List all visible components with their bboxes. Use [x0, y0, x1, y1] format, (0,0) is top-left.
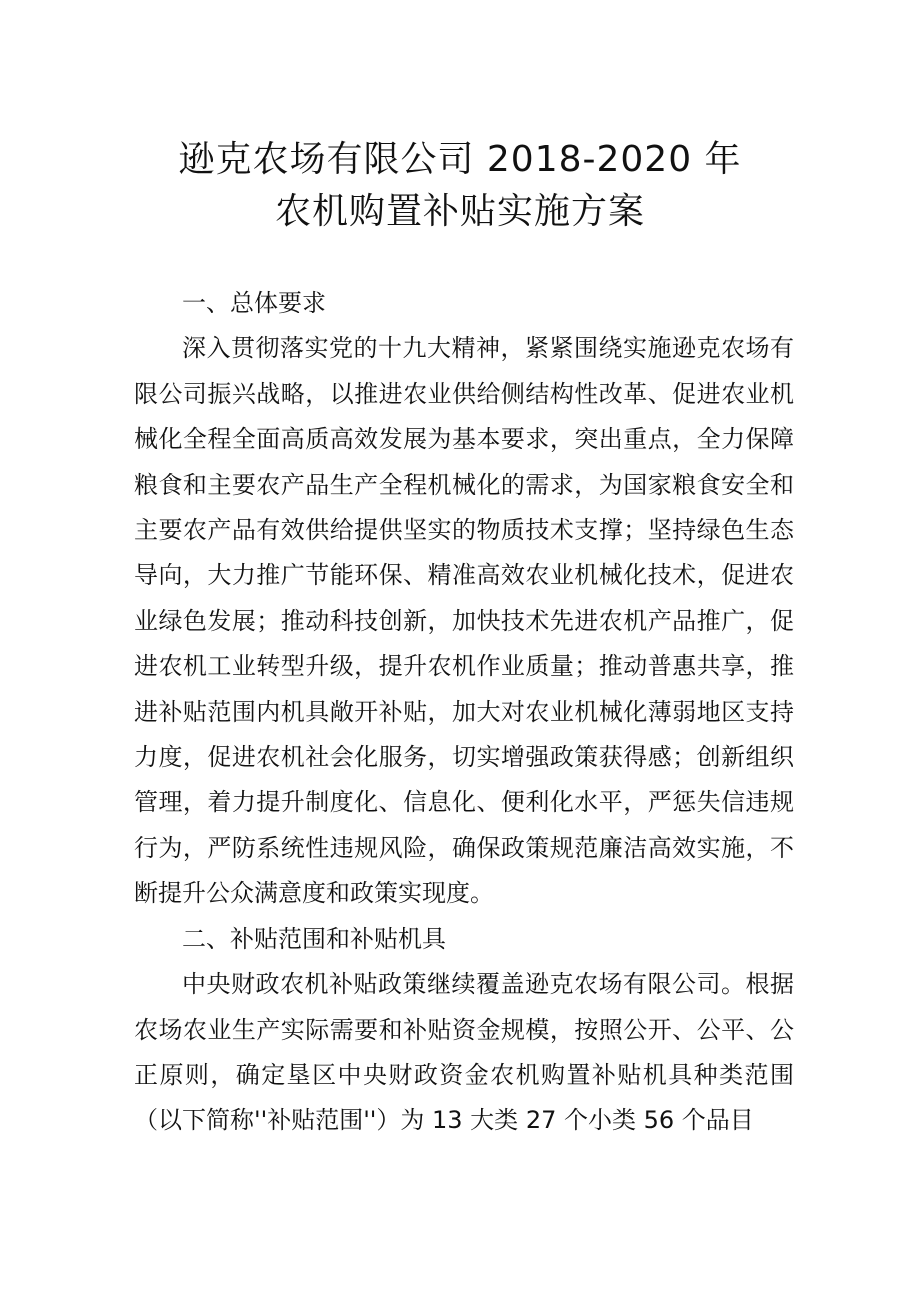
document-body [134, 281, 794, 1144]
section-paragraph-subsidy-scope: 中央财政农机补贴政策继续覆盖逊克农场有限公司。根据农场农业生产实际需要和补贴资金规模，按照公开、公平、公正原则，确定垦区中央财政资金农机购置补贴机具种类范围（以下简称''补贴范围''）为 13 大类 27 个小类 56 个品目 [134, 970, 794, 1135]
document-title-line-1: 逊克农场有限公司 2018-2020 年 [178, 139, 742, 180]
section-heading-general-requirements: 一、总体要求 [182, 289, 326, 317]
section-heading-subsidy-scope: 二、补贴范围和补贴机具 [182, 924, 446, 953]
document-title-line-2: 农机购置补贴实施方案 [274, 191, 645, 232]
section-paragraph-general-requirements: 深入贯彻落实党的十九大精神，紧紧围绕实施逊克农场有限公司振兴战略，以推进农业供给侧结构性改革、促进农业机械化全程全面高质高效发展为基本要求，突出重点，全力保障粮食和主要农产品生产全程机械化的需求，为国家粮食安全和主要农产品有效供给提供坚实的物质技术支撑；坚持绿色生态导向，大力推广节能环保、精准高效农业机械化技术，促进农业绿色发展；推动科技创新，加快技术先进农机产品推广，促进农机工业转型升级，提升农机作业质量；推动普惠共享，推进补贴范围内机具敞开补贴，加大对农业机械化薄弱地区支持力度，促进农机社会化服务，切实增强政策获得感；创新组织管理，着力提升制度化、信息化、便利化水平，严惩失信违规行为，严防系统性违规风险，确保政策规范廉洁高效实施，不断提升公众满意度和政策实现度。 [134, 334, 794, 908]
